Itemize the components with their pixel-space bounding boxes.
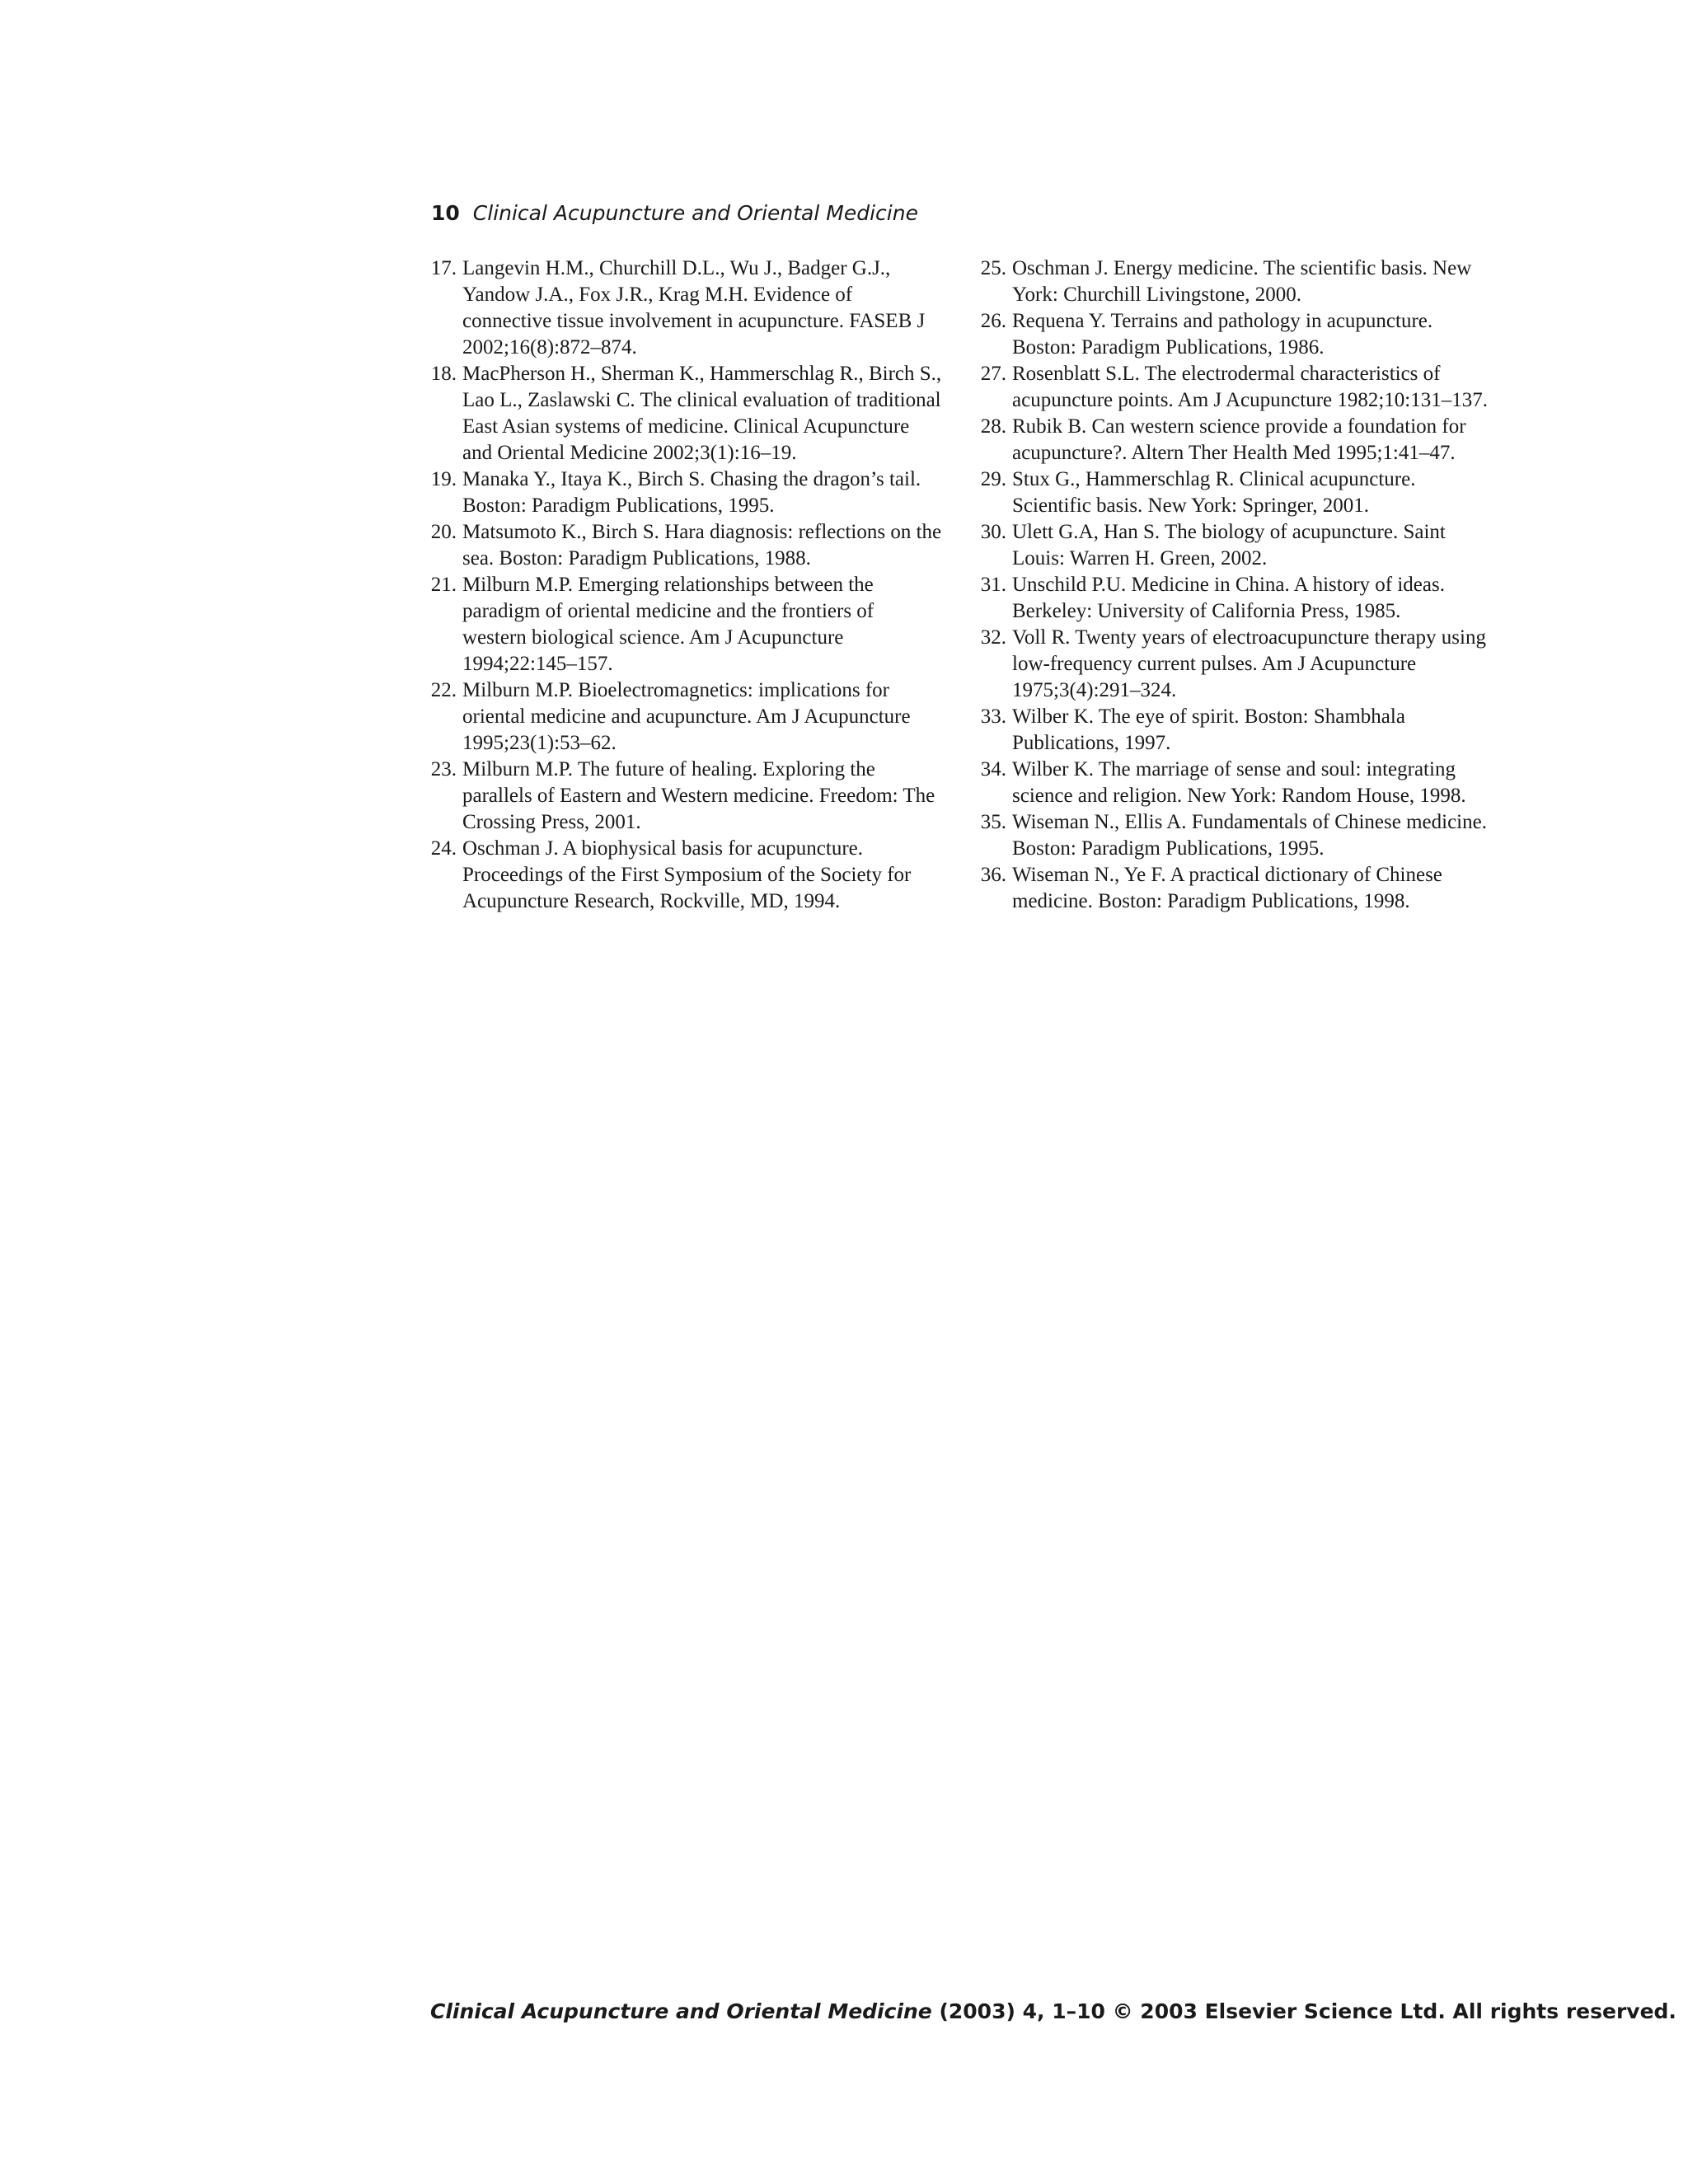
reference-number: 26. [980,310,1006,332]
reference-item [978,414,1506,466]
reference-text-line: acupuncture points. Am J Acupuncture 1982;10:131–137. [1012,389,1489,411]
reference-text-line: Berkeley: University of California Press, 1985. [1012,600,1401,622]
reference-text-line: Ulett G.A, Han S. The biology of acupuncture. Saint [1012,521,1446,543]
reference-text-line: acupuncture?. Altern Ther Health Med 1995;1:41–47. [1012,442,1456,464]
reference-number: 35. [980,811,1006,833]
reference-item [978,466,1506,519]
references-right-column [978,255,1506,915]
reference-number: 30. [980,521,1006,543]
reference-text-line: Milburn M.P. Bioelectromagnetics: implications for [462,679,889,701]
reference-text-line: 1994;22:145–157. [462,653,613,675]
reference-item [978,361,1506,414]
reference-text-line: paradigm of oriental medicine and the frontiers of [462,600,874,622]
reference-item [978,519,1506,572]
reference-item [429,677,956,757]
reference-text-line: Boston: Paradigm Publications, 1986. [1012,336,1325,359]
reference-text-line: Proceedings of the First Symposium of the Society for [462,864,912,886]
reference-number: 20. [430,521,457,543]
reference-text-line: Oschman J. A biophysical basis for acupuncture. [462,837,864,860]
reference-number: 18. [430,363,457,385]
reference-text-line: connective tissue involvement in acupuncture. FASEB J [462,310,926,332]
reference-text-line: medicine. Boston: Paradigm Publications, 1998. [1012,890,1410,912]
reference-text-line: Scientific basis. New York: Springer, 2001. [1012,494,1369,517]
reference-text-line: Publications, 1997. [1012,732,1171,754]
reference-number: 25. [980,257,1006,279]
reference-text-line: Matsumoto K., Birch S. Hara diagnosis: reflections on the [462,521,942,543]
reference-text-line: Boston: Paradigm Publications, 1995. [1012,837,1325,860]
reference-text-line: Wilber K. The eye of spirit. Boston: Shambhala [1012,705,1405,728]
reference-number: 36. [980,864,1006,886]
reference-number: 33. [980,705,1006,728]
reference-item [978,255,1506,308]
reference-text-line: 1975;3(4):291–324. [1012,679,1177,701]
reference-number: 27. [980,363,1006,385]
reference-text-line: York: Churchill Livingstone, 2000. [1012,284,1301,306]
reference-item [978,757,1506,809]
reference-text-line: Wiseman N., Ellis A. Fundamentals of Chinese medicine. [1012,811,1487,833]
reference-text-line: Rosenblatt S.L. The electrodermal characteristics of [1012,363,1441,385]
reference-text-line: science and religion. New York: Random House, 1998. [1012,785,1466,807]
reference-text-line: Wiseman N., Ye F. A practical dictionary of Chinese [1012,864,1442,886]
reference-text-line: Lao L., Zaslawski C. The clinical evaluation of traditional [462,389,941,411]
reference-text-line: Stux G., Hammerschlag R. Clinical acupuncture. [1012,468,1416,490]
reference-text-line: Yandow J.A., Fox J.R., Krag M.H. Evidence of [462,284,853,306]
references-left-column [429,255,956,915]
reference-number: 21. [430,574,457,596]
reference-text-line: 2002;16(8):872–874. [462,336,637,359]
reference-number: 29. [980,468,1006,490]
reference-text-line: 1995;23(1):53–62. [462,732,617,754]
reference-item [429,757,956,836]
reference-text-line: Milburn M.P. The future of healing. Exploring the [462,758,875,780]
running-head [431,201,918,225]
reference-text-line: Requena Y. Terrains and pathology in acupuncture. [1012,310,1433,332]
footer-journal-title: Clinical Acupuncture and Oriental Medicine [430,1999,932,2023]
footer-citation [430,1999,1676,2023]
reference-number: 28. [980,415,1006,438]
reference-number: 24. [430,837,457,860]
reference-item [978,625,1506,704]
reference-item [429,466,956,519]
reference-item [978,572,1506,625]
reference-number: 23. [430,758,457,780]
reference-number: 17. [430,257,457,279]
reference-text-line: western biological science. Am J Acupuncture [462,626,844,649]
reference-text-line: oriental medicine and acupuncture. Am J Acupuncture [462,705,911,728]
reference-item [429,519,956,572]
reference-item [978,308,1506,361]
reference-text-line: Acupuncture Research, Rockville, MD, 1994. [462,890,841,912]
reference-item [978,704,1506,757]
reference-text-line: Boston: Paradigm Publications, 1995. [462,494,775,517]
reference-item [978,809,1506,862]
reference-text-line: Crossing Press, 2001. [462,811,641,833]
reference-number: 34. [980,758,1006,780]
reference-text-line: Oschman J. Energy medicine. The scientific basis. New [1012,257,1472,279]
reference-text-line: low-frequency current pulses. Am J Acupuncture [1012,653,1417,675]
reference-text-line: Milburn M.P. Emerging relationships between the [462,574,874,596]
reference-text-line: parallels of Eastern and Western medicine. Freedom: The [462,785,935,807]
reference-text-line: East Asian systems of medicine. Clinical Acupuncture [462,415,910,438]
reference-text-line: Voll R. Twenty years of electroacupuncture therapy using [1012,626,1486,649]
reference-text-line: Manaka Y., Itaya K., Birch S. Chasing the dragon’s tail. [462,468,921,490]
reference-text-line: Langevin H.M., Churchill D.L., Wu J., Badger G.J., [462,257,891,279]
reference-item [429,836,956,915]
reference-number: 32. [980,626,1006,649]
reference-item [429,255,956,361]
reference-text-line: Louis: Warren H. Green, 2002. [1012,547,1268,569]
reference-text-line: Wilber K. The marriage of sense and soul: integrating [1012,758,1456,780]
page-number: 10 [431,201,460,225]
reference-item [429,572,956,677]
reference-text-line: Rubik B. Can western science provide a foundation for [1012,415,1466,438]
running-head-title: Clinical Acupuncture and Oriental Medicine [472,201,918,225]
reference-number: 19. [430,468,457,490]
reference-number: 22. [430,679,457,701]
reference-number: 31. [980,574,1006,596]
footer-citation-text: (2003) 4, 1–10 © 2003 Elsevier Science Ltd. All rights reserved. [931,1999,1676,2023]
reference-text-line: and Oriental Medicine 2002;3(1):16–19. [462,442,797,464]
reference-text-line: Unschild P.U. Medicine in China. A history of ideas. [1012,574,1445,596]
reference-item [429,361,956,466]
reference-text-line: sea. Boston: Paradigm Publications, 1988. [462,547,811,569]
reference-text-line: MacPherson H., Sherman K., Hammerschlag R., Birch S., [462,363,942,385]
reference-item [978,862,1506,915]
